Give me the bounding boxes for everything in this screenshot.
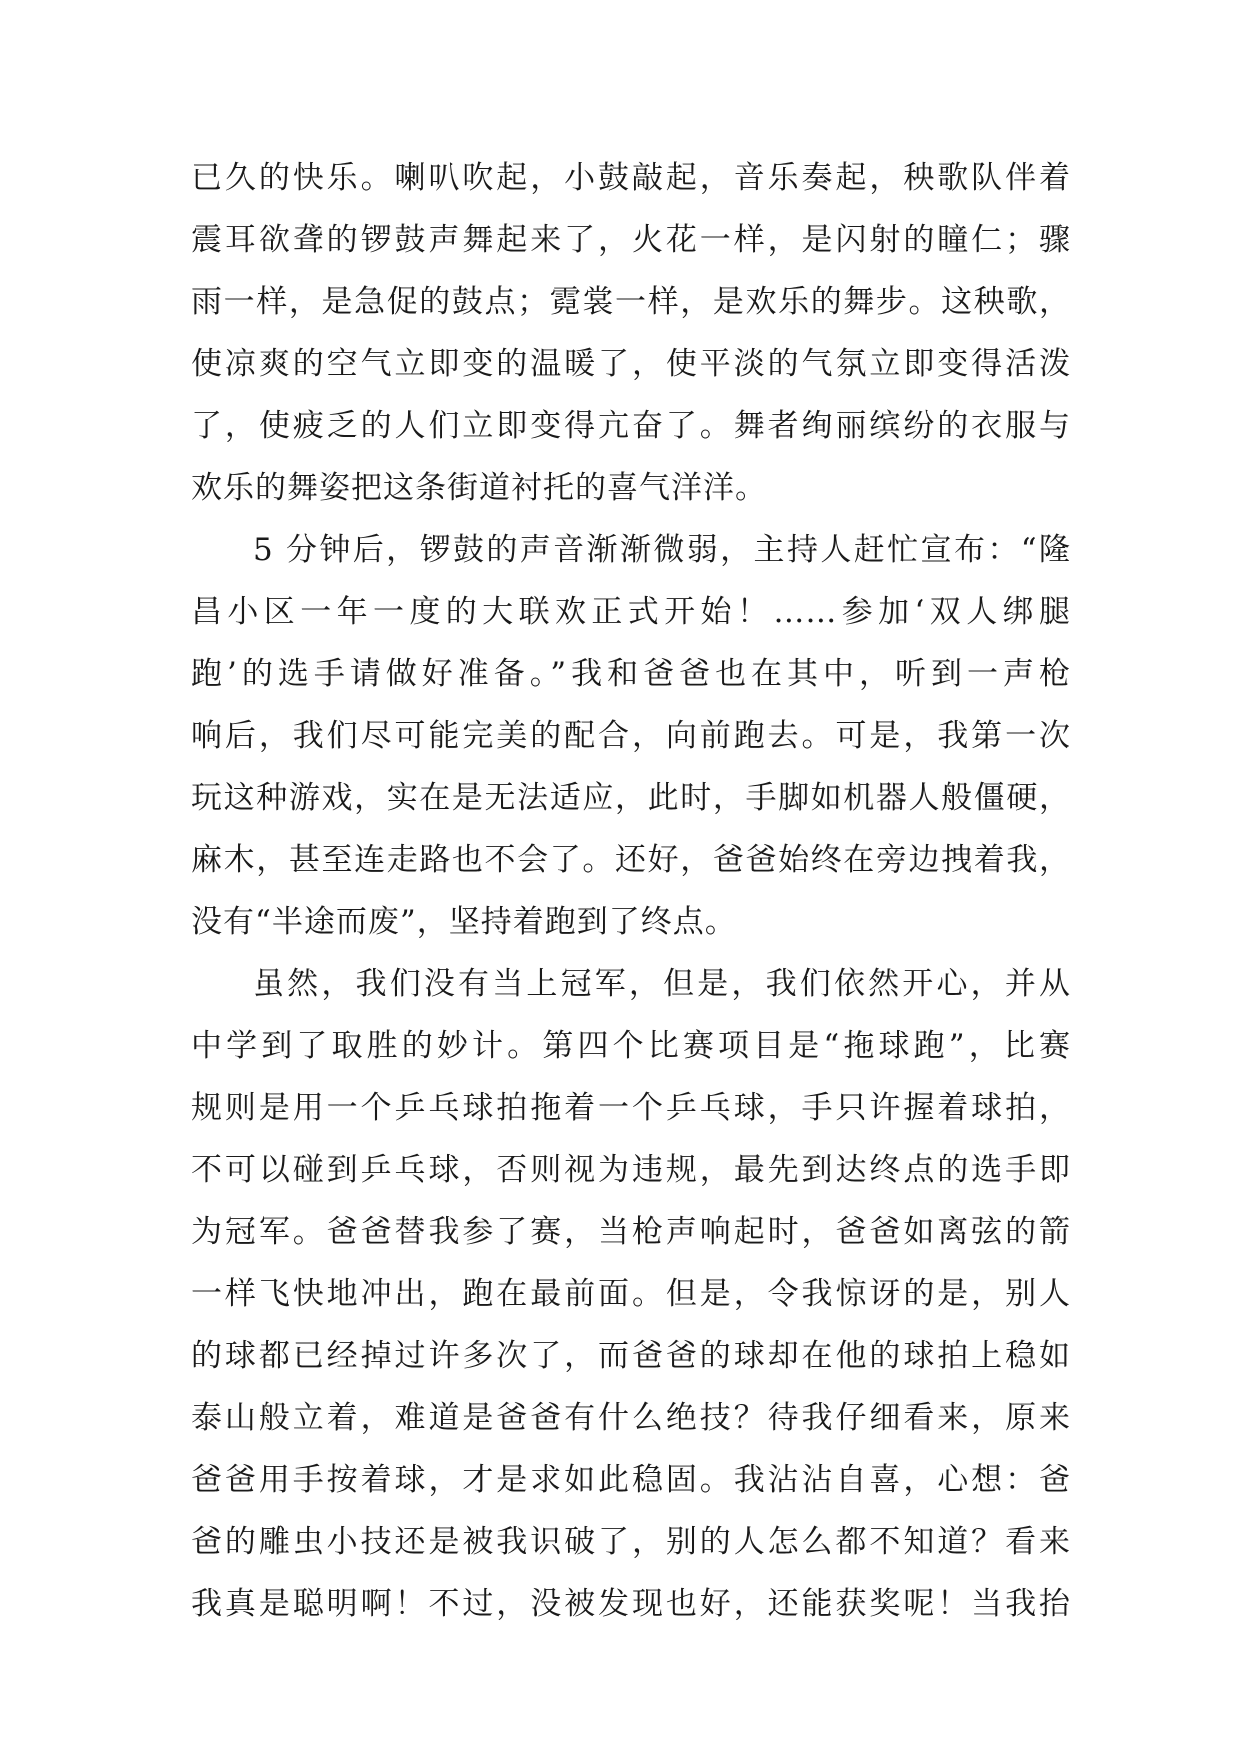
text-line: 泰山般立着，难道是爸爸有什么绝技？待我仔细看来，原来 <box>191 1400 1071 1436</box>
text-line: 震耳欲聋的锣鼓声舞起来了，火花一样，是闪射的瞳仁；骤 <box>191 222 1071 258</box>
text-line: 了，使疲乏的人们立即变得亢奋了。舞者绚丽缤纷的衣服与 <box>191 408 1071 444</box>
text-line: 玩这种游戏，实在是无法适应，此时，手脚如机器人般僵硬， <box>191 780 1071 816</box>
text-line: 爸爸用手按着球，才是求如此稳固。我沾沾自喜，心想：爸 <box>191 1462 1071 1498</box>
text-line: 一样飞快地冲出，跑在最前面。但是，令我惊讶的是，别人 <box>191 1276 1071 1312</box>
text-line: 为冠军。爸爸替我参了赛，当枪声响起时，爸爸如离弦的箭 <box>191 1214 1071 1250</box>
text-line: 虽然，我们没有当上冠军，但是，我们依然开心，并从 <box>253 966 1071 1002</box>
text-line: 5 分钟后，锣鼓的声音渐渐微弱，主持人赶忙宣布：“隆 <box>253 532 1071 568</box>
text-line: 中学到了取胜的妙计。第四个比赛项目是“拖球跑”，比赛 <box>191 1028 1071 1064</box>
text-line: 麻木，甚至连走路也不会了。还好，爸爸始终在旁边拽着我， <box>191 842 1071 878</box>
text-line: 使凉爽的空气立即变的温暖了，使平淡的气氛立即变得活泼 <box>191 346 1071 382</box>
text-line: 跑’的选手请做好准备。”我和爸爸也在其中，听到一声枪 <box>191 656 1071 692</box>
text-line: 雨一样，是急促的鼓点；霓裳一样，是欢乐的舞步。这秧歌， <box>191 284 1071 320</box>
text-line: 爸的雕虫小技还是被我识破了，别的人怎么都不知道？看来 <box>191 1524 1071 1560</box>
text-line: 的球都已经掉过许多次了，而爸爸的球却在他的球拍上稳如 <box>191 1338 1071 1374</box>
text-line: 昌小区一年一度的大联欢正式开始！……参加‘双人绑腿 <box>191 594 1071 630</box>
text-line: 我真是聪明啊！不过，没被发现也好，还能获奖呢！当我抬 <box>191 1586 1071 1622</box>
text-line: 规则是用一个乒乓球拍拖着一个乒乓球，手只许握着球拍， <box>191 1090 1071 1126</box>
text-line: 不可以碰到乒乓球，否则视为违规，最先到达终点的选手即 <box>191 1152 1071 1188</box>
text-line: 欢乐的舞姿把这条街道衬托的喜气洋洋。 <box>191 470 767 506</box>
text-line: 响后，我们尽可能完美的配合，向前跑去。可是，我第一次 <box>191 718 1071 754</box>
text-line: 已久的快乐。喇叭吹起，小鼓敲起，音乐奏起，秧歌队伴着 <box>191 160 1071 196</box>
text-line: 没有“半途而废”，坚持着跑到了终点。 <box>191 904 737 940</box>
